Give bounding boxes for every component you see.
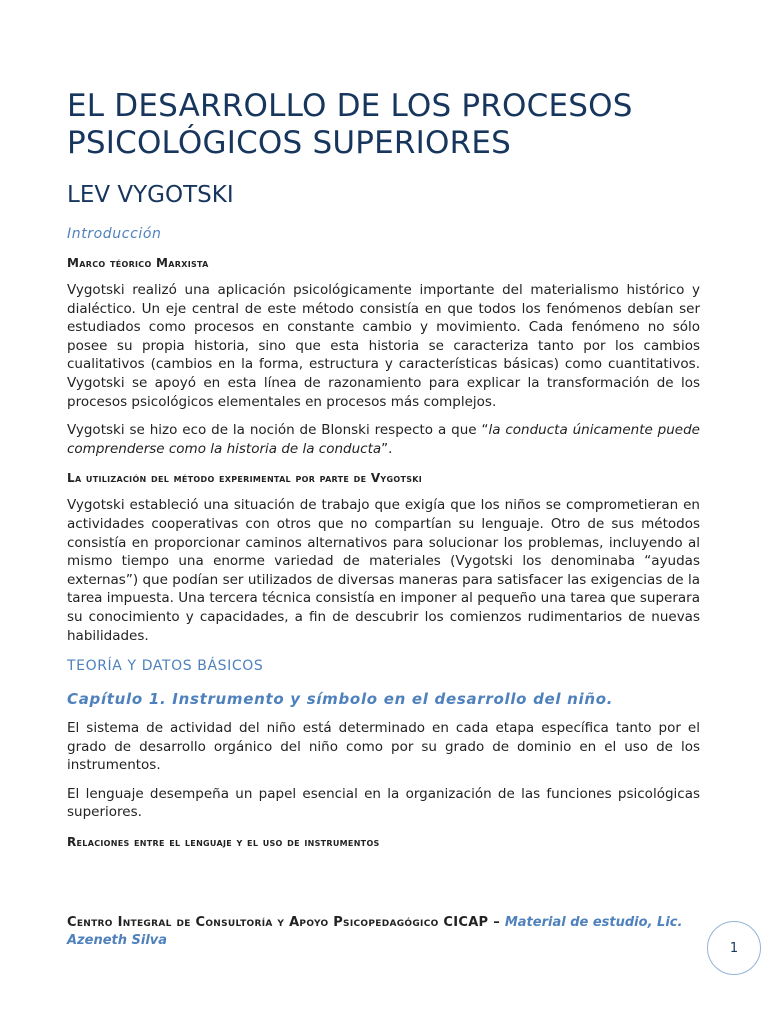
heading-relaciones: Relaciones entre el lenguaje y el uso de instrumentos <box>67 835 380 850</box>
intro-heading: Introducción <box>67 226 162 242</box>
blonski-text-end: ”. <box>381 440 393 457</box>
paragraph-lenguaje: El lenguaje desempeña un papel esencial en la organización de las funciones psicológicas superiores. <box>67 785 700 821</box>
page-number-badge <box>707 921 761 975</box>
heading-marco-teorico: Marco téorico Marxista <box>67 256 209 270</box>
paragraph-sistema-actividad: El sistema de actividad del niño está determinado en cada etapa específica tanto por el grado de desarrollo orgánico del niño como por su grado de dominio en el uso de los instrumentos. <box>67 720 700 774</box>
page-number: 1 <box>729 940 739 956</box>
heading-metodo-experimental: La utilización del método experimental por parte de Vygotski <box>67 471 423 486</box>
title-line-2: PSICOLÓGICOS SUPERIORES <box>67 125 512 161</box>
footer-material: Material de estudio, Lic. Azeneth Silva <box>67 915 683 948</box>
author-name: LEV VYGOTSKI <box>67 182 234 208</box>
blonski-text-start: Vygotski se hizo eco de la noción de Blonski respecto a que “ <box>67 422 489 439</box>
chapter-1-heading: Capítulo 1. Instrumento y símbolo en el desarrollo del niño. <box>67 690 614 709</box>
page-footer <box>67 914 687 950</box>
paragraph-metodo: Vygotski estableció una situación de trabajo que exigía que los niños se comprometieran en actividades cooperativas con otros que no compartían su lenguaje. Otro de sus métodos consistía en proporcionar caminos alternativos para solucionar los problemas, incluyendo al mismo tiempo una enorme variedad de materiales (Vygotski los denominaba “ayudas externas”) que podían ser utilizados de diversas maneras para satisfacer las exigencias de la tarea impuesta. Una tercera técnica consistía en imponer al pequeño una tarea que superara su conocimiento y capacidades, a fin de descubrir los comienzos rudimentarios de nuevas habilidades. <box>67 497 700 644</box>
paragraph-materialismo: Vygotski realizó una aplicación psicológicamente importante del materialismo histórico y dialéctico. Un eje central de este método consistía en que todos los fenómenos debían ser estudiados como procesos en constante cambio y movimiento. Cada fenómeno no sólo posee su propia historia, sino que esta historia se caracteriza tanto por los cambios cualitativos (cambios en la forma, estructura y características básicas) como cuantitativos. Vygotski se apoyó en esta línea de razonamiento para explicar la transformación de los procesos psicológicos elementales en procesos más complejos. <box>67 282 700 410</box>
footer-organization: Centro Integral de Consultoría y Apoyo Psicopedagógico CICAP – <box>67 915 505 930</box>
paragraph-blonski <box>67 421 700 458</box>
document-title <box>67 88 700 162</box>
section-teoria: TEORÍA Y DATOS BÁSICOS <box>67 658 264 675</box>
title-line-1: EL DESARROLLO DE LOS PROCESOS <box>67 88 633 124</box>
blonski-quote: la conducta únicamente puede comprenderse como la historia de la conducta <box>67 422 700 457</box>
document-page <box>67 88 700 850</box>
